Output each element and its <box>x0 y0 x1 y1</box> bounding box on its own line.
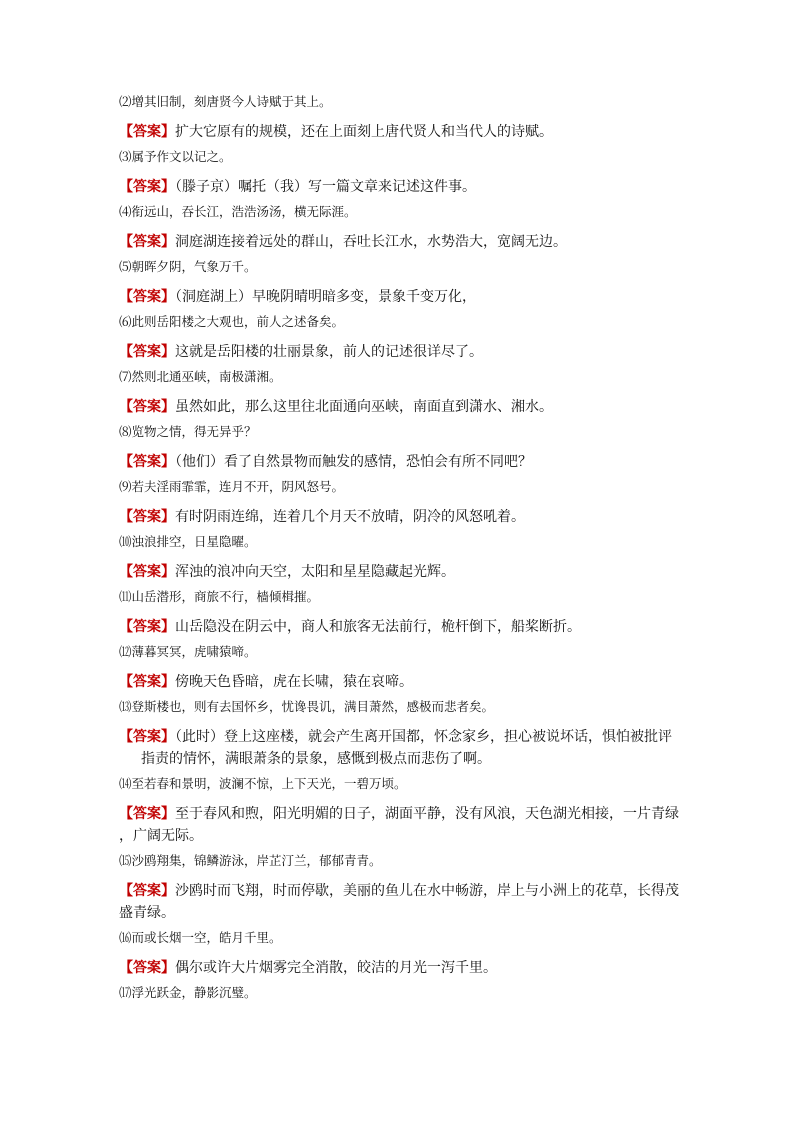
answer-tag: 【答案】 <box>119 454 175 470</box>
answer-text: 偶尔或许大片烟雾完全消散，皎洁的月光一泻千里。 <box>175 960 497 976</box>
answer-line <box>119 613 684 642</box>
answer-text: 沙鸥时而飞翔，时而停歇，美丽的鱼儿在水中畅游，岸上与小洲上的花草，长得茂 <box>175 883 679 899</box>
answer-tag: 【答案】 <box>119 124 175 140</box>
answer-line <box>119 723 684 774</box>
answer-tag: 【答案】 <box>119 564 175 580</box>
answer-text: （洞庭湖上）早晚阴晴明暗多变，景象千变万化， <box>175 289 476 305</box>
answer-line <box>119 283 684 312</box>
question-line: ⑺然则北通巫峡，南极潇湘。 <box>119 369 282 384</box>
answer-line <box>119 173 684 202</box>
question-line: ⒃而或长烟一空，皓月千里。 <box>119 930 282 945</box>
answer-tag: 【答案】 <box>119 729 175 745</box>
answer-text: （此时）登上这座楼，就会产生离开国都，怀念家乡，担心被说坏话，惧怕被批评 <box>175 729 672 745</box>
answer-text: 有时阴雨连绵，连着几个月天不放晴，阴冷的风怒吼着。 <box>175 509 525 525</box>
answer-text-continued: ，广阔无际。 <box>119 828 203 844</box>
answer-text: 傍晚天色昏暗，虎在长啸，猿在哀啼。 <box>175 674 413 690</box>
question-line: ⑻览物之情，得无异乎？ <box>119 424 257 439</box>
answer-line <box>119 668 684 697</box>
answer-tag: 【答案】 <box>119 399 175 415</box>
answer-line <box>119 393 684 422</box>
question-line: ⑿薄暮冥冥，虎啸猿啼。 <box>119 644 257 659</box>
answer-text: 扩大它原有的规模，还在上面刻上唐代贤人和当代人的诗赋。 <box>175 124 553 140</box>
answer-text-continued: 指责的情怀，满眼萧条的景象，感慨到极点而悲伤了啊。 <box>141 751 491 767</box>
question-line: ⒀登斯楼也，则有去国怀乡，忧谗畏讥，满目萧然，感极而悲者矣。 <box>119 699 495 714</box>
answer-text: （他们）看了自然景物而触发的感情，恐怕会有所不同吧？ <box>175 454 532 470</box>
answer-text: 洞庭湖连接着远处的群山，吞吐长江水，水势浩大，宽阔无边。 <box>175 234 567 250</box>
answer-tag: 【答案】 <box>119 509 175 525</box>
answer-line <box>119 338 684 367</box>
question-line: ⒁至若春和景明，波澜不惊，上下天光，一碧万顷。 <box>119 776 407 791</box>
answer-text: 虽然如此，那么这里往北面通向巫峡，南面直到潇水、湘水。 <box>175 399 553 415</box>
answer-tag: 【答案】 <box>119 806 175 822</box>
answer-text-continued: 盛青绿。 <box>119 905 175 921</box>
answer-tag: 【答案】 <box>119 289 175 305</box>
question-line: ⑹此则岳阳楼之大观也，前人之述备矣。 <box>119 314 345 329</box>
question-line: ⑾山岳潜形，商旅不行，樯倾楫摧。 <box>119 589 320 604</box>
question-line: ⑸朝晖夕阴，气象万千。 <box>119 259 257 274</box>
answer-line <box>119 954 684 983</box>
answer-tag: 【答案】 <box>119 179 175 195</box>
question-line: ⑷衔远山，吞长江，浩浩汤汤，横无际涯。 <box>119 204 357 219</box>
answer-tag: 【答案】 <box>119 674 175 690</box>
question-line: ⒄浮光跃金，静影沉璧。 <box>119 985 257 1000</box>
answer-line <box>119 228 684 257</box>
answer-line <box>119 118 684 147</box>
answer-text: （滕子京）嘱托（我）写一篇文章来记述这件事。 <box>175 179 476 195</box>
answer-line <box>119 503 684 532</box>
answer-text: 这就是岳阳楼的壮丽景象，前人的记述很详尽了。 <box>175 344 483 360</box>
question-line: ⑵增其旧制，刻唐贤今人诗赋于其上。 <box>119 94 332 109</box>
document-body <box>119 92 684 1009</box>
answer-text: 浑浊的浪冲向天空，太阳和星星隐藏起光辉。 <box>175 564 455 580</box>
question-line: ⑶属予作文以记之。 <box>119 149 232 164</box>
answer-tag: 【答案】 <box>119 619 175 635</box>
answer-line <box>119 800 684 851</box>
answer-line <box>119 558 684 587</box>
question-line: ⒂沙鸥翔集，锦鳞游泳，岸芷汀兰，郁郁青青。 <box>119 853 382 868</box>
answer-line <box>119 877 684 928</box>
answer-tag: 【答案】 <box>119 960 175 976</box>
answer-tag: 【答案】 <box>119 234 175 250</box>
question-line: ⑽浊浪排空，日星隐曜。 <box>119 534 257 549</box>
question-line: ⑼若夫淫雨霏霏，连月不开，阴风怒号。 <box>119 479 345 494</box>
answer-text: 山岳隐没在阴云中，商人和旅客无法前行，桅杆倒下，船桨断折。 <box>175 619 581 635</box>
answer-text: 至于春风和煦，阳光明媚的日子，湖面平静，没有风浪，天色湖光相接，一片青绿 <box>175 806 679 822</box>
answer-tag: 【答案】 <box>119 344 175 360</box>
answer-tag: 【答案】 <box>119 883 175 899</box>
answer-line <box>119 448 684 477</box>
